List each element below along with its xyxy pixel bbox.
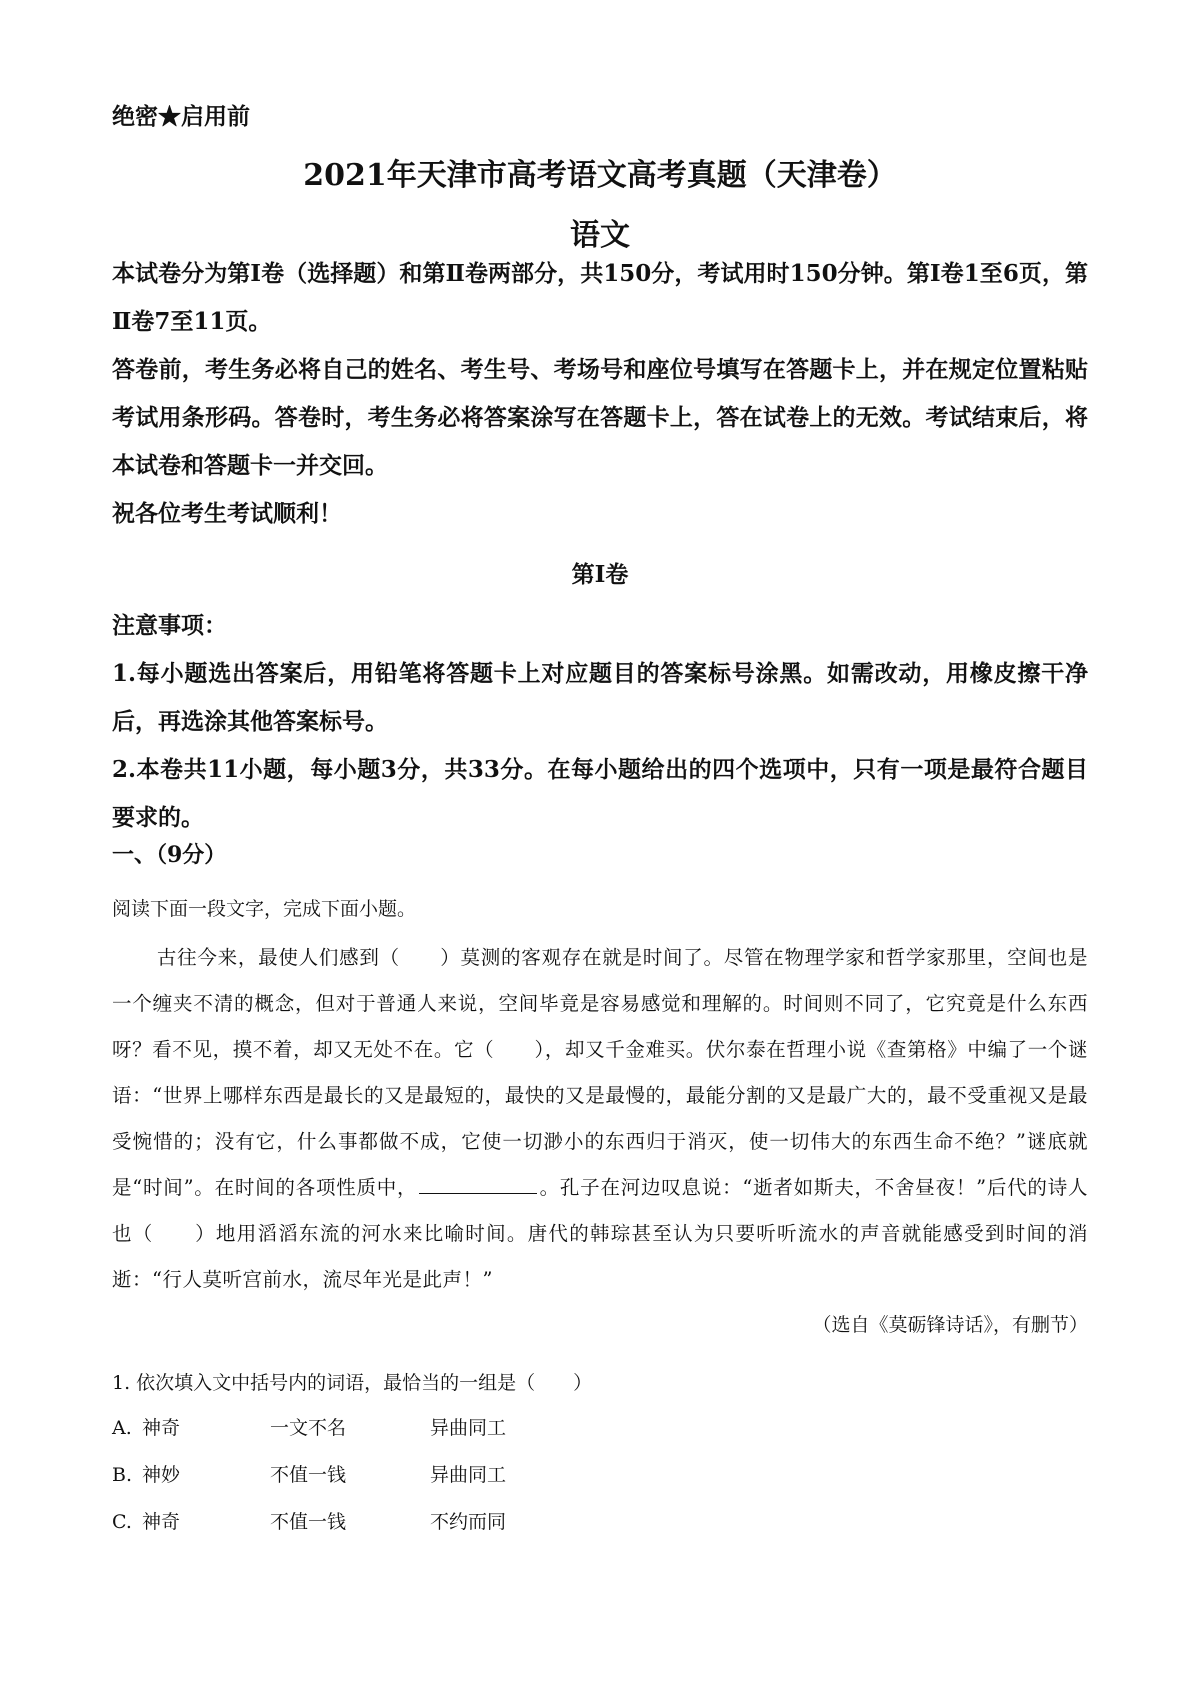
option-word-2: 一文不名 xyxy=(270,1417,347,1439)
volume-heading: 第Ⅰ卷 xyxy=(571,561,629,588)
note-1: 1.每小题选出答案后，用铅笔将答题卡上对应题目的答案标号涂黑。如需改动，用橡皮擦干净后，再选涂其他答案标号。 xyxy=(112,660,1088,735)
confidential-label: 绝密★启用前 xyxy=(112,103,250,130)
intro-paragraph-3: 祝各位考生考试顺利！ xyxy=(112,500,342,527)
exam-title: 2021年天津市高考语文高考真题（天津卷） xyxy=(303,158,897,193)
passage-source: （选自《莫砺锋诗话》，有删节） xyxy=(812,1314,1088,1336)
option-word-1: 神奇 xyxy=(142,1417,181,1439)
subject-title: 语文 xyxy=(570,218,630,253)
option-label: A. xyxy=(112,1417,132,1439)
fill-in-blank xyxy=(419,1179,537,1194)
option-word-1: 神奇 xyxy=(142,1511,181,1533)
option-word-3: 不约而同 xyxy=(430,1511,507,1533)
option-c xyxy=(112,1507,506,1534)
reading-passage xyxy=(112,935,1088,1303)
section-heading: 一、（9分） xyxy=(112,842,227,868)
option-word-2: 不值一钱 xyxy=(270,1464,347,1486)
question-1-stem: 1. 依次填入文中括号内的词语，最恰当的一组是（ ） xyxy=(112,1372,593,1394)
intro-paragraph-2: 答卷前，考生务必将自己的姓名、考生号、考场号和座位号填写在答题卡上，并在规定位置粘贴考试用条形码。答卷时，考生务必将答案涂写在答题卡上，答在试卷上的无效。考试结束后，将本试卷和答题卡一并交回。 xyxy=(112,356,1088,479)
intro-paragraph-1: 本试卷分为第Ⅰ卷（选择题）和第Ⅱ卷两部分，共150分，考试用时150分钟。第Ⅰ卷1至6页，第Ⅱ卷7至11页。 xyxy=(112,260,1088,335)
passage-part-2: 。孔子在河边叹息说：“逝者如斯夫，不舍昼夜！”后代的诗人也（ ）地用滔滔东流的河水来比喻时间。唐代的韩琮甚至认为只要听听流水的声音就能感受到时间的消逝：“行人莫听宫前水，流尽年光是此声！” xyxy=(112,1176,1088,1291)
option-a xyxy=(112,1413,506,1440)
note-2: 2.本卷共11小题，每小题3分，共33分。在每小题给出的四个选项中，只有一项是最符合题目要求的。 xyxy=(112,756,1088,831)
option-word-2: 不值一钱 xyxy=(270,1511,347,1533)
option-b xyxy=(112,1460,506,1487)
option-label: C. xyxy=(112,1511,132,1533)
option-word-3: 异曲同工 xyxy=(430,1464,507,1486)
notes-heading: 注意事项： xyxy=(112,612,227,639)
option-word-3: 异曲同工 xyxy=(430,1417,507,1439)
option-label: B. xyxy=(112,1464,133,1486)
section-instruction: 阅读下面一段文字，完成下面小题。 xyxy=(112,898,417,920)
option-word-1: 神妙 xyxy=(142,1464,181,1486)
passage-part-1: 古往今来，最使人们感到（ ）莫测的客观存在就是时间了。尽管在物理学家和哲学家那里，空间也是一个缠夹不清的概念，但对于普通人来说，空间毕竟是容易感觉和理解的。时间则不同了，它究竟是什么东西呀？看不见，摸不着，却又无处不在。它（ ），却又千金难买。伏尔泰在哲理小说《查第格》中编了一个谜语：“世界上哪样东西是最长的又是最短的，最快的又是最慢的，最能分割的又是最广大的，最不受重视又是最受惋惜的；没有它，什么事都做不成，它使一切渺小的东西归于消灭，使一切伟大的东西生命不绝？”谜底就是“时间”。在时间的各项性质中， xyxy=(112,946,1088,1199)
